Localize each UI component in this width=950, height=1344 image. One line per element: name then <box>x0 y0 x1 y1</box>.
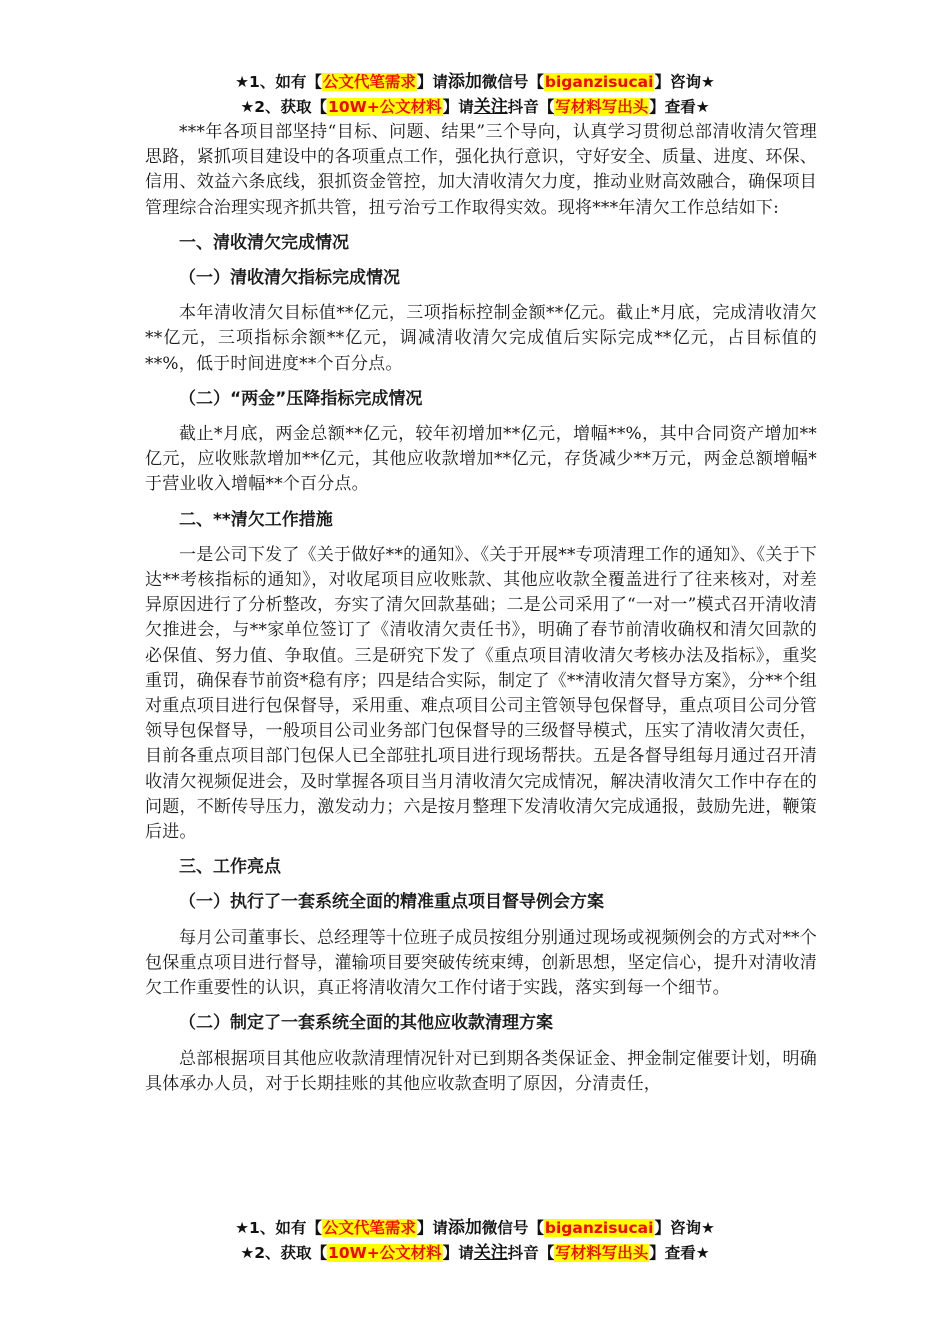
promo-text: 微信号【 <box>481 1219 544 1237</box>
promo-emphasis: 添加 <box>447 72 482 92</box>
promo-text: 】请 <box>416 1219 448 1237</box>
subsection-heading: （二）制定了一套系统全面的其他应收款清理方案 <box>179 1013 553 1034</box>
promo-emphasis: 关注 <box>473 97 508 117</box>
promo-text: 】咨询★ <box>654 73 715 91</box>
body-paragraph: 截止*月底，两金总额**亿元，较年初增加**亿元，增幅**%，其中合同资产增加**亿元，应收账款增加**亿元，其他应收款增加**亿元，存货减少**万元，两金总额增幅*于营业收入增幅**个百分点。 <box>145 424 817 495</box>
promo-highlight: biganzisucai <box>544 73 654 91</box>
promo-text: 】请 <box>442 1244 474 1262</box>
promo-highlight: 公文代笔需求 <box>322 1219 416 1237</box>
top-promo-banner <box>0 70 950 120</box>
promo-highlight: 10W+公文材料 <box>328 1244 442 1262</box>
bottom-promo-banner <box>0 1216 950 1266</box>
body-paragraph: 每月公司董事长、总经理等十位班子成员按组分别通过现场或视频例会的方式对**个包保重点项目进行督导，灌输项目要突破传统束缚，创新思想，坚定信心，提升对清收清欠工作重要性的认识，真正将清收清欠工作付诸于实践，落实到每一个细节。 <box>145 927 817 999</box>
subsection-heading: （一）清收清欠指标完成情况 <box>179 268 400 289</box>
document-body <box>145 120 817 1097</box>
promo-highlight: 10W+公文材料 <box>328 98 442 116</box>
section-heading: 三、工作亮点 <box>179 857 281 878</box>
section-heading: 二、**清欠工作措施 <box>179 509 333 530</box>
promo-emphasis: 关注 <box>473 1243 508 1263</box>
promo-text: 抖音【 <box>507 98 555 116</box>
promo-text: 】请 <box>416 73 448 91</box>
body-paragraph: 本年清收清欠目标值**亿元，三项指标控制金额**亿元。截止*月底，完成清收清欠**亿元，三项指标余额**亿元，调减清收清欠完成值后实际完成**亿元，占目标值的**%，低于时间进度**个百分点。 <box>145 303 817 374</box>
promo-line-2 <box>0 95 950 120</box>
promo-text: ★1、如有【 <box>235 73 322 91</box>
promo-emphasis: 添加 <box>447 1218 482 1238</box>
promo-highlight: 公文代笔需求 <box>322 73 416 91</box>
subsection-heading: （二）“两金”压降指标完成情况 <box>179 388 423 409</box>
subsection-heading: （一）执行了一套系统全面的精准重点项目督导例会方案 <box>179 892 604 913</box>
promo-text: ★2、获取【 <box>240 1244 328 1262</box>
promo-text: ★2、获取【 <box>240 98 328 116</box>
promo-line-2 <box>0 1241 950 1266</box>
promo-line-1 <box>0 70 950 95</box>
promo-text: 抖音【 <box>507 1244 555 1262</box>
body-paragraph: 总部根据项目其他应收款清理情况针对已到期各类保证金、押金制定催要计划，明确具体承办人员，对于长期挂账的其他应收款查明了原因，分清责任， <box>145 1048 817 1094</box>
promo-highlight: 写材料写出头 <box>555 1244 649 1262</box>
promo-text: 】请 <box>442 98 474 116</box>
promo-text: ★1、如有【 <box>235 1219 322 1237</box>
intro-paragraph: ***年各项目部坚持“目标、问题、结果”三个导向，认真学习贯彻总部清收清欠管理思路，紧抓项目建设中的各项重点工作，强化执行意识，守好安全、质量、进度、环保、信用、效益六条底线，狠抓资金管控，加大清收清欠力度，推动业财高效融合，确保项目管理综合治理实现齐抓共管，扭亏治亏工作取得实效。现将***年清欠工作总结如下: <box>145 122 817 218</box>
promo-text: 】查看★ <box>649 1244 710 1262</box>
promo-text: 微信号【 <box>481 73 544 91</box>
promo-highlight: 写材料写出头 <box>555 98 649 116</box>
section-heading: 一、清收清欠完成情况 <box>179 232 349 253</box>
promo-text: 】咨询★ <box>654 1219 715 1237</box>
body-paragraph: 一是公司下发了《关于做好**的通知》、《关于开展**专项清理工作的通知》、《关于下达**考核指标的通知》，对收尾项目应收账款、其他应收款全覆盖进行了往来核对，对差异原因进行了分析整改，夯实了清欠回款基础；二是公司采用了“一对一”模式召开清收清欠推进会，与**家单位签订了《清收清欠责任书》，明确了春节前清收确权和清欠回款的必保值、努力值、争取值。三是研究下发了《重点项目清收清欠考核办法及指标》，重奖重罚，确保春节前资*稳有序；四是结合实际，制定了《**清收清欠督导方案》，分**个组对重点项目进行包保督导，采用重、难点项目公司主管领导包保督导，重点项目公司分管领导包保督导，一般项目公司业务部门包保督导的三级督导模式，压实了清收清欠责任，目前各重点项目部门包保人已全部驻扎项目进行现场帮扶。五是各督导组每月通过召开清收清欠视频促进会，及时掌握各项目当月清收清欠完成情况，解决清收清欠工作中存在的问题，不断传导压力，激发动力；六是按月整理下发清收清欠完成通报，鼓励先进，鞭策后进。 <box>145 544 817 843</box>
promo-line-1 <box>0 1216 950 1241</box>
promo-highlight: biganzisucai <box>544 1219 654 1237</box>
promo-text: 】查看★ <box>649 98 710 116</box>
